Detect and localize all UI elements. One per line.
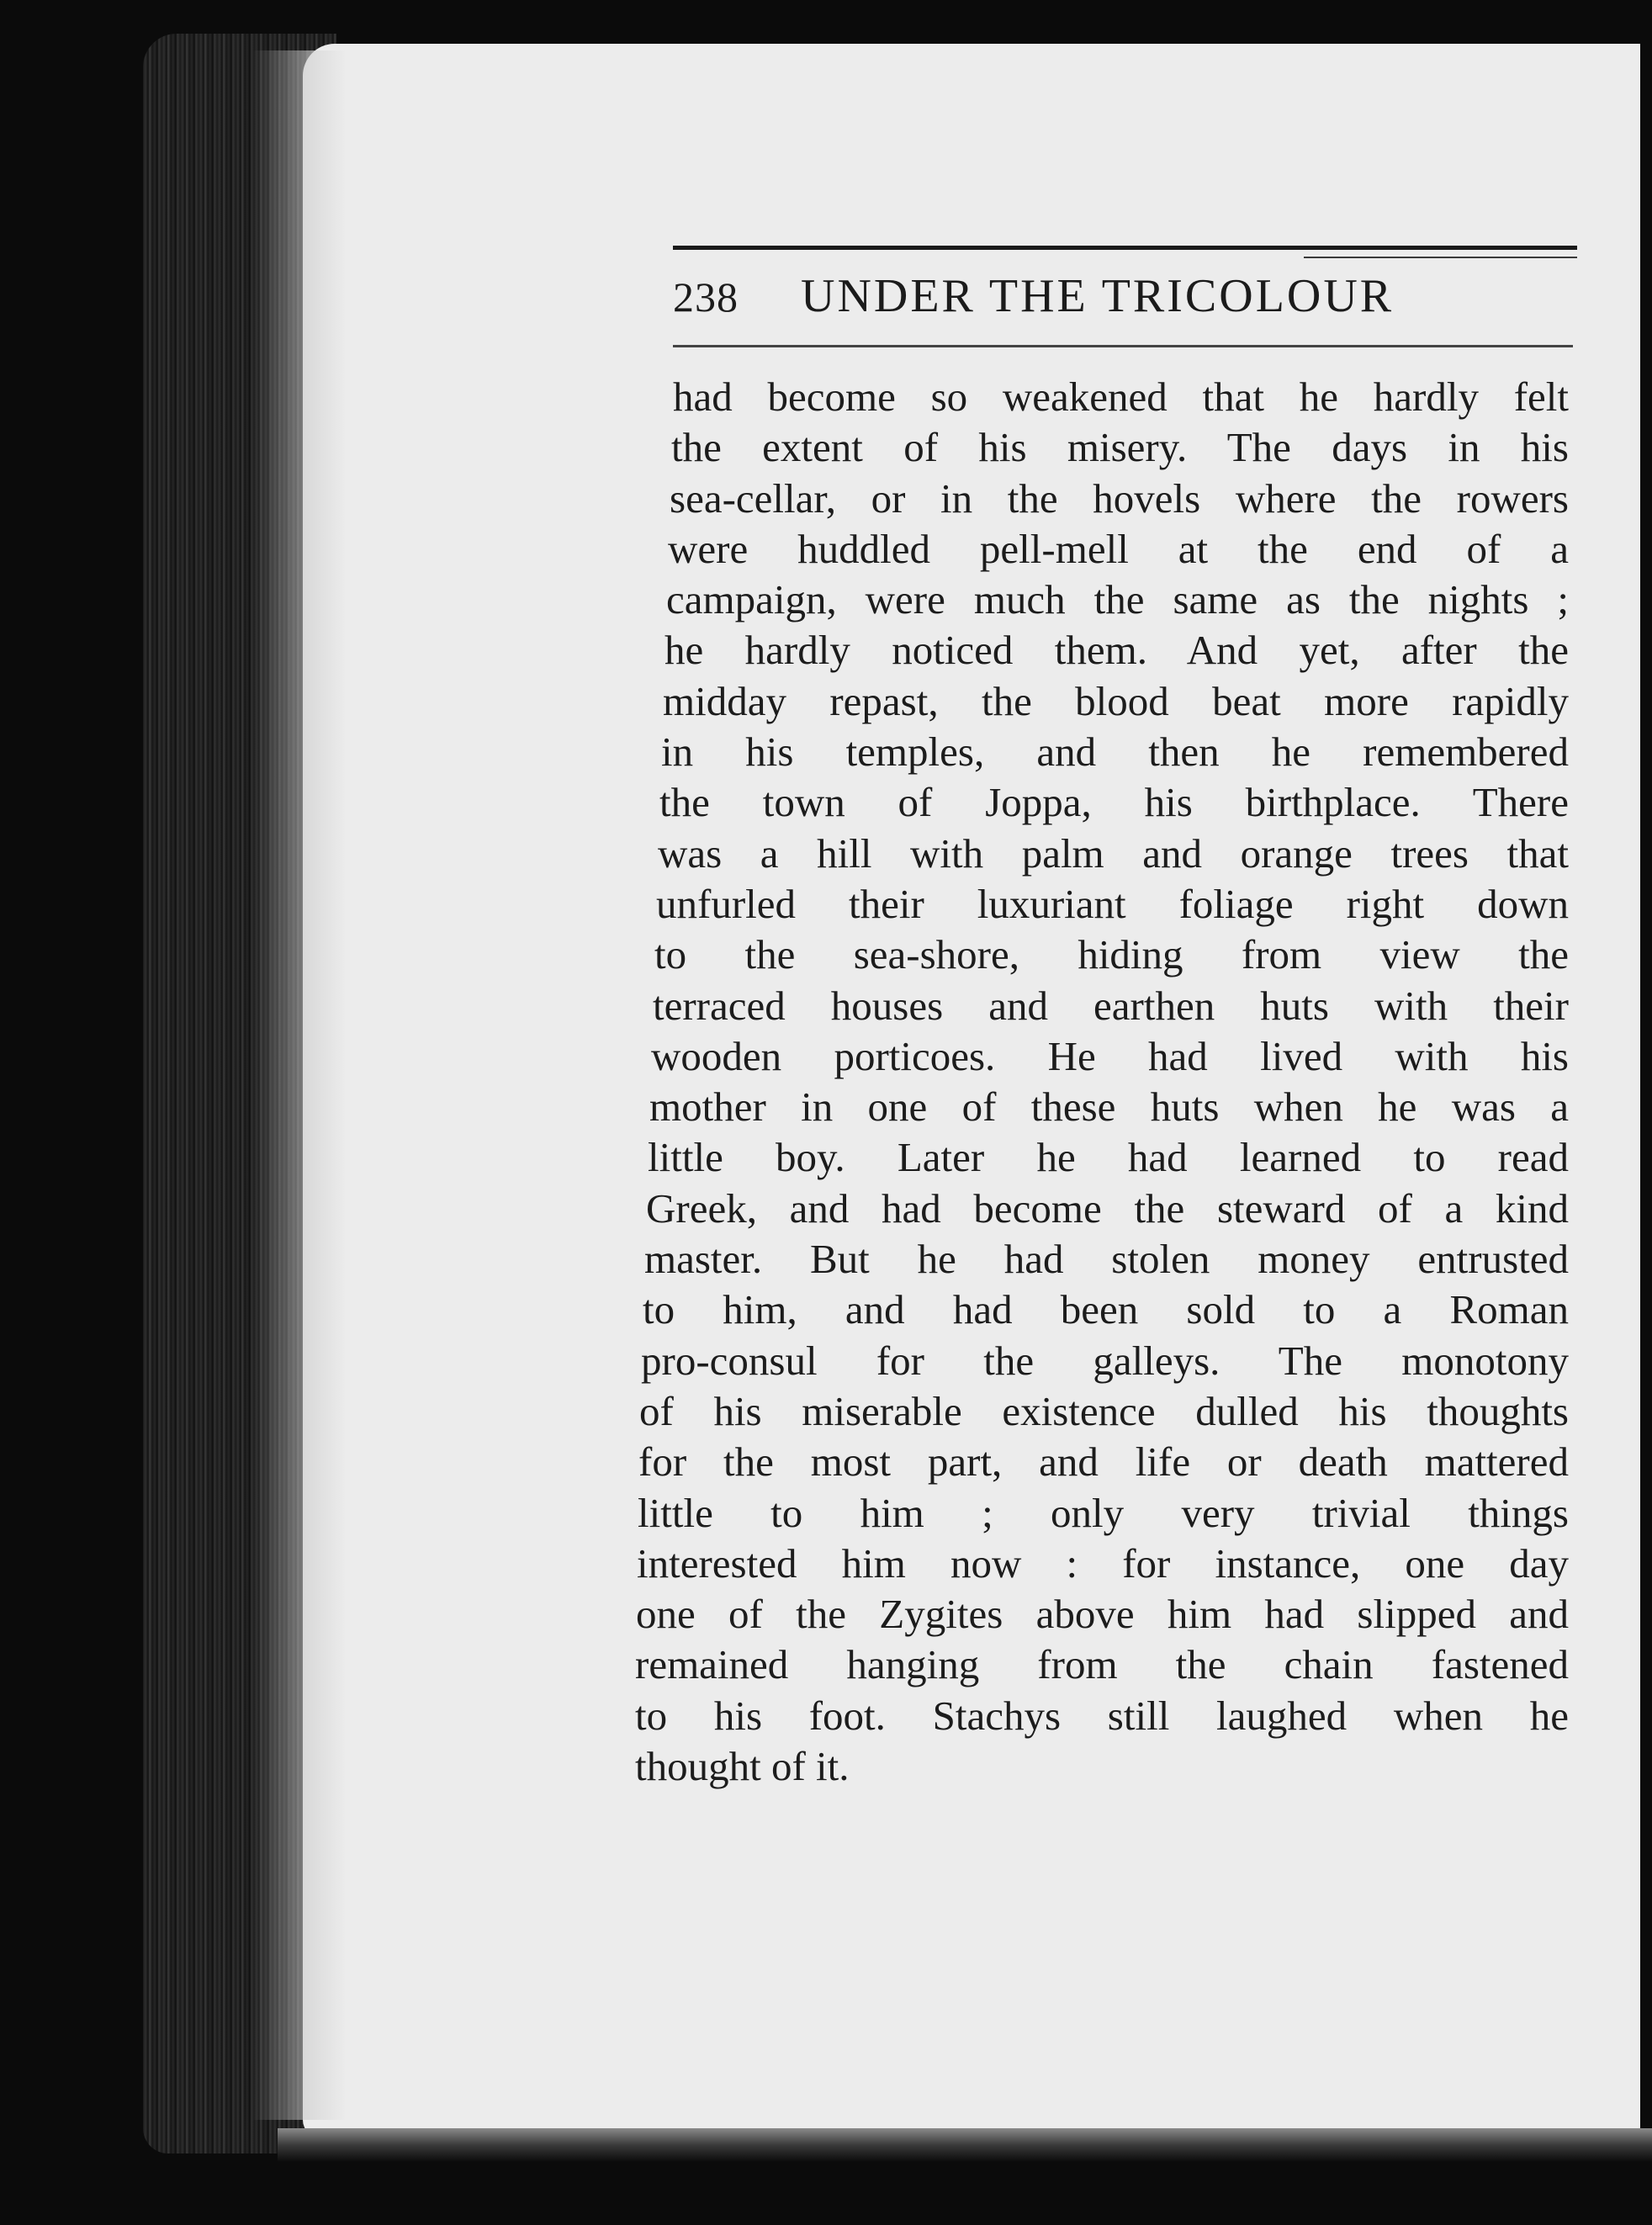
text-line: sea-cellar, or in the hovels where the rowers — [670, 474, 1569, 522]
text-line: one of the Zygites above him had slipped and — [636, 1591, 1569, 1638]
text-line: little to him ; only very trivial things — [638, 1489, 1569, 1536]
text-line: to his foot. Stachys still laughed when he — [635, 1692, 1569, 1739]
text-line: in his temples, and then he remembered — [661, 728, 1569, 776]
page-number: 238 — [673, 273, 739, 321]
text-line: Greek, and had become the steward of a kind — [646, 1184, 1569, 1232]
header-rule-top — [673, 246, 1577, 250]
text-line: he hardly noticed them. And yet, after the — [665, 627, 1569, 674]
text-line: mother in one of these huts when he was a — [649, 1083, 1569, 1131]
text-line: master. But he had stolen money entrusted — [644, 1236, 1569, 1283]
text-line: remained hanging from the chain fastened — [635, 1641, 1569, 1688]
text-line: little boy. Later he had learned to read — [648, 1134, 1569, 1181]
text-line: interested him now : for instance, one day — [637, 1539, 1569, 1587]
text-line: thought of it. — [635, 1743, 850, 1790]
text-line: of his miserable existence dulled his thoughts — [639, 1387, 1569, 1434]
running-title: UNDER THE TRICOLOUR — [801, 270, 1395, 322]
text-line: pro-consul for the galleys. The monotony — [641, 1337, 1569, 1384]
text-line: campaign, were much the same as the nights ; — [666, 576, 1569, 623]
text-line: to the sea-shore, hiding from view the — [654, 931, 1569, 978]
bottom-edge — [278, 2128, 1652, 2162]
text-line: were huddled pell-mell at the end of a — [668, 525, 1569, 572]
text-line: had become so weakened that he hardly felt — [673, 373, 1569, 420]
header-rule-top-thin — [1304, 257, 1577, 258]
running-head — [673, 268, 1577, 335]
text-line: to him, and had been sold to a Roman — [643, 1286, 1569, 1333]
text-line: terraced houses and earthen huts with their — [653, 982, 1569, 1029]
text-line: the extent of his misery. The days in his — [671, 424, 1569, 471]
body-text — [635, 372, 1569, 1792]
gutter-shadow — [252, 50, 345, 2120]
text-line: unfurled their luxuriant foliage right down — [656, 880, 1569, 927]
text-line: wooden porticoes. He had lived with his — [651, 1032, 1569, 1079]
header-rule-bottom — [673, 345, 1573, 347]
text-line: was a hill with palm and orange trees that — [658, 829, 1569, 877]
text-line: midday repast, the blood beat more rapidly — [663, 677, 1569, 724]
text-line: for the most part, and life or death mattered — [638, 1438, 1569, 1486]
text-line: the town of Joppa, his birthplace. There — [659, 779, 1569, 826]
